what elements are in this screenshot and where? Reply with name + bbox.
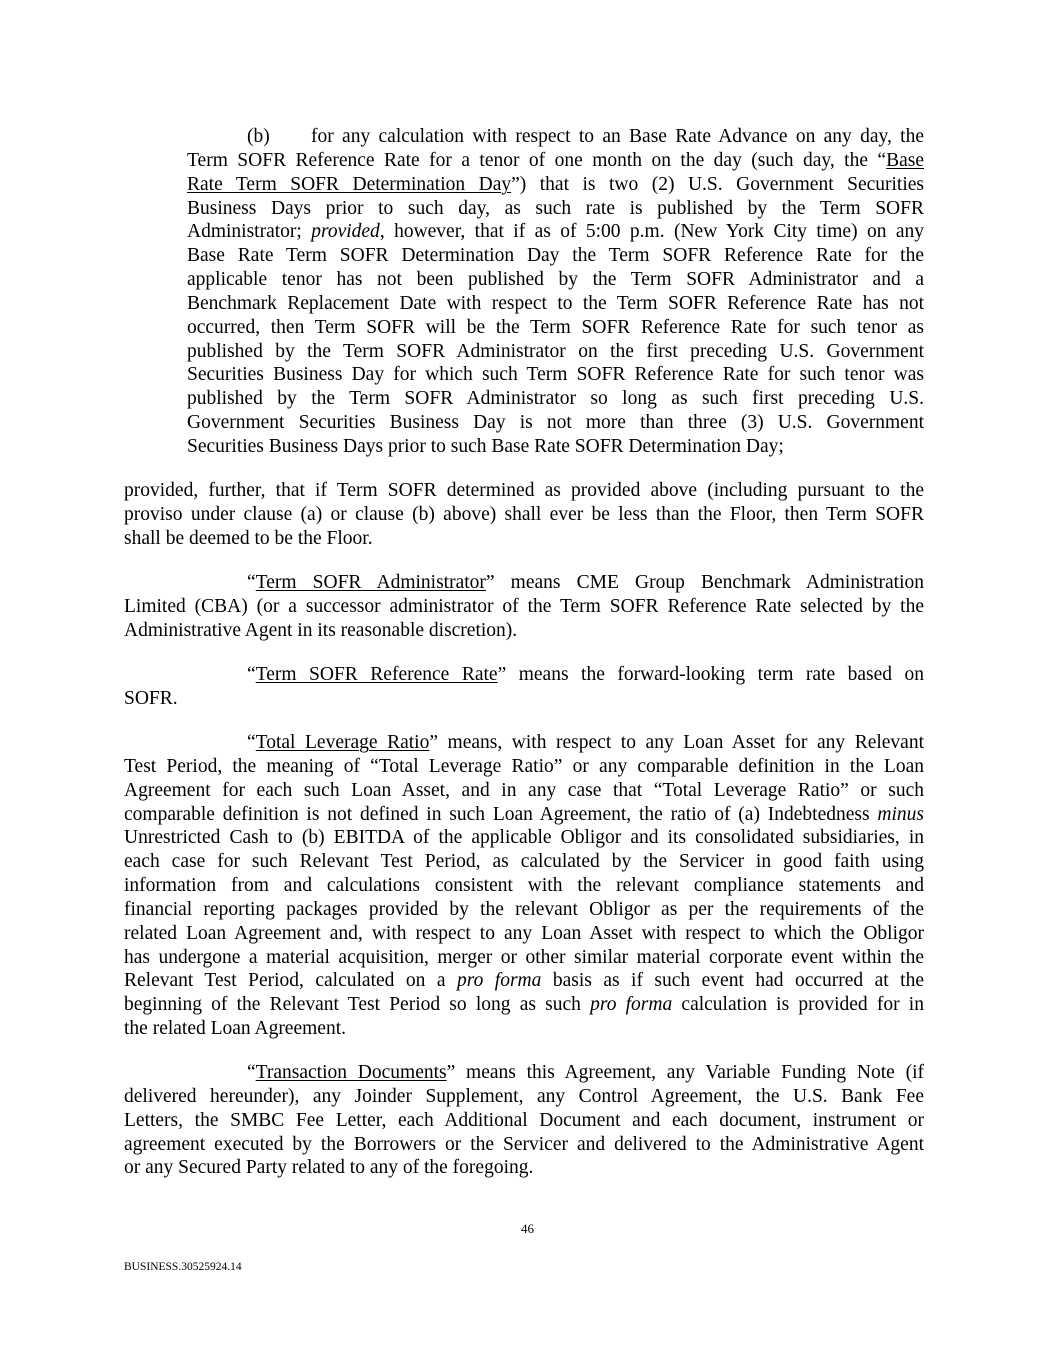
text-segment: related Loan Agreement and, with respect to any Loan Asset with respect to which the Obligor: [124, 922, 924, 944]
text-segment: Securities Business Day for which such Term SOFR Reference Rate for such tenor was: [187, 364, 924, 386]
text-segment: the related Loan Agreement.: [124, 1018, 346, 1040]
text-line: [124, 1156, 924, 1180]
defined-term: Total Leverage Ratio: [255, 732, 430, 753]
text-line: [187, 125, 924, 149]
text-segment: Government Securities Business Day is not more than three (3) U.S. Government: [187, 412, 924, 434]
text-segment: Agreement for each such Loan Asset, and in any case that “Total Leverage Ratio” or such: [124, 779, 924, 801]
text-line: [187, 411, 924, 435]
defined-term: Rate Term SOFR Determination Day: [187, 173, 512, 195]
text-line: [124, 687, 924, 711]
text-line: [124, 1109, 924, 1133]
italic-text: provided: [311, 221, 380, 243]
clause-label: (b): [247, 126, 270, 147]
text-segment: ” means, with respect to any Loan Asset for any Relevant: [429, 732, 925, 753]
text-segment: proviso under clause (a) or clause (b) above) shall ever be less than the Floor, then Term SOFR: [124, 503, 924, 525]
text-segment: for any calculation with respect to an Base Rate Advance on any day, the: [311, 126, 924, 147]
text-line: [187, 292, 924, 316]
text-line: [124, 946, 924, 970]
text-line: [124, 595, 924, 619]
text-segment: “: [247, 572, 256, 593]
text-segment: “: [247, 1062, 256, 1083]
text-segment: SOFR.: [124, 687, 178, 709]
text-line: [124, 1133, 924, 1157]
italic-text: minus: [877, 803, 924, 825]
definition-term-sofr-reference-rate: [124, 663, 924, 711]
text-segment: ” means CME Group Benchmark Administration: [485, 572, 924, 593]
clause-b-paragraph: [187, 125, 924, 459]
text-line: [124, 898, 924, 922]
document-footer-id: BUSINESS.30525924.14: [124, 1261, 242, 1273]
italic-text: pro forma: [590, 994, 673, 1016]
text-line: [187, 173, 924, 197]
text-segment: Unrestricted Cash to (b) EBITDA of the applicable Obligor and its consolidated subsidiaries, in: [124, 827, 924, 849]
text-segment: agreement executed by the Borrowers or the Servicer and delivered to the Administrative Agent: [124, 1133, 924, 1155]
text-segment: “: [247, 732, 256, 753]
text-segment: Base Rate Term SOFR Determination Day the Term SOFR Reference Rate for the: [187, 245, 924, 267]
text-segment: “: [247, 664, 256, 685]
text-line: [124, 731, 924, 755]
text-segment: Limited (CBA) (or a successor administrator of the Term SOFR Reference Rate selected by the: [124, 595, 924, 617]
text-line: [124, 1085, 924, 1109]
text-line: [124, 1061, 924, 1085]
text-line: [124, 826, 924, 850]
text-line: [187, 340, 924, 364]
text-line: [187, 363, 924, 387]
text-segment: calculation is provided for in: [672, 994, 924, 1016]
text-line: [187, 220, 924, 244]
text-line: [187, 268, 924, 292]
text-line: [124, 571, 924, 595]
text-segment: financial reporting packages provided by the relevant Obligor as per the requirements of the: [124, 898, 924, 920]
text-segment: ” means this Agreement, any Variable Funding Note (if: [446, 1062, 924, 1083]
text-segment: information from and calculations consistent with the relevant compliance statements and: [124, 875, 924, 897]
text-line: [124, 755, 924, 779]
text-segment: published by the Term SOFR Administrator so long as such first preceding U.S.: [187, 388, 924, 410]
text-segment: Administrative Agent in its reasonable discretion).: [124, 619, 518, 641]
text-segment: each case for such Relevant Test Period, as calculated by the Servicer in good faith using: [124, 851, 924, 873]
text-segment: Relevant Test Period, calculated on a: [124, 970, 457, 992]
text-line: [124, 969, 924, 993]
text-line: [124, 619, 924, 643]
text-segment: Test Period, the meaning of “Total Leverage Ratio” or any comparable definition in the Loan: [124, 755, 924, 777]
text-line: [187, 387, 924, 411]
text-line: [124, 527, 924, 551]
text-segment: Administrator;: [187, 221, 312, 243]
text-segment: ”) that is two (2) U.S. Government Securities: [511, 173, 924, 195]
text-segment: delivered hereunder), any Joinder Supplement, any Control Agreement, the U.S. Bank Fee: [124, 1085, 924, 1107]
text-segment: published by the Term SOFR Administrator on the first preceding U.S. Government: [187, 340, 924, 362]
text-line: [124, 1017, 924, 1041]
proviso-paragraph: [124, 479, 924, 551]
text-segment: , however, that if as of 5:00 p.m. (New York City time) on any: [379, 221, 924, 243]
defined-term: Term SOFR Administrator: [255, 572, 486, 593]
defined-term: Transaction Documents: [255, 1062, 447, 1083]
definition-transaction-documents: [124, 1061, 924, 1180]
page-number: 46: [521, 1221, 534, 1236]
italic-text: pro forma: [456, 970, 542, 992]
text-segment: provided, further, that if Term SOFR determined as provided above (including pursuant to the: [124, 480, 924, 501]
text-segment: Benchmark Replacement Date with respect to the Term SOFR Reference Rate has not: [187, 292, 924, 314]
text-line: [124, 874, 924, 898]
text-segment: Business Days prior to such day, as such rate is published by the Term SOFR: [187, 197, 924, 219]
defined-term: Base: [886, 149, 924, 171]
text-segment: basis as if such event had occurred at the: [541, 970, 924, 992]
text-line: [124, 993, 924, 1017]
text-segment: occurred, then Term SOFR will be the Term SOFR Reference Rate for such tenor as: [187, 316, 924, 338]
text-segment: shall be deemed to be the Floor.: [124, 527, 373, 549]
text-segment: Term SOFR Reference Rate for a tenor of one month on the day (such day, the “: [187, 149, 887, 171]
text-line: [124, 850, 924, 874]
text-line: [187, 244, 924, 268]
text-segment: or any Secured Party related to any of the foregoing.: [124, 1157, 534, 1179]
text-segment: ” means the forward-looking term rate based on: [497, 664, 924, 685]
text-line: [124, 663, 924, 687]
text-segment: comparable definition is not defined in such Loan Agreement, the ratio of (a) Indebtedness: [124, 803, 878, 825]
text-line: [187, 197, 924, 221]
text-line: [187, 316, 924, 340]
text-line: [124, 803, 924, 827]
text-segment: Letters, the SMBC Fee Letter, each Additional Document and each document, instrument or: [124, 1109, 924, 1131]
text-line: [124, 479, 924, 503]
text-line: [124, 779, 924, 803]
text-line: [187, 149, 924, 173]
text-segment: has undergone a material acquisition, merger or other similar material corporate event within the: [124, 946, 924, 968]
text-segment: beginning of the Relevant Test Period so long as such: [124, 994, 591, 1016]
text-line: [124, 503, 924, 527]
text-segment: applicable tenor has not been published by the Term SOFR Administrator and a: [187, 269, 924, 291]
defined-term: Term SOFR Reference Rate: [255, 664, 498, 685]
text-line: [187, 435, 924, 459]
text-segment: Securities Business Days prior to such Base Rate SOFR Determination Day;: [187, 435, 784, 457]
text-line: [124, 922, 924, 946]
definition-term-sofr-administrator: [124, 571, 924, 643]
definition-total-leverage-ratio: [124, 731, 924, 1041]
